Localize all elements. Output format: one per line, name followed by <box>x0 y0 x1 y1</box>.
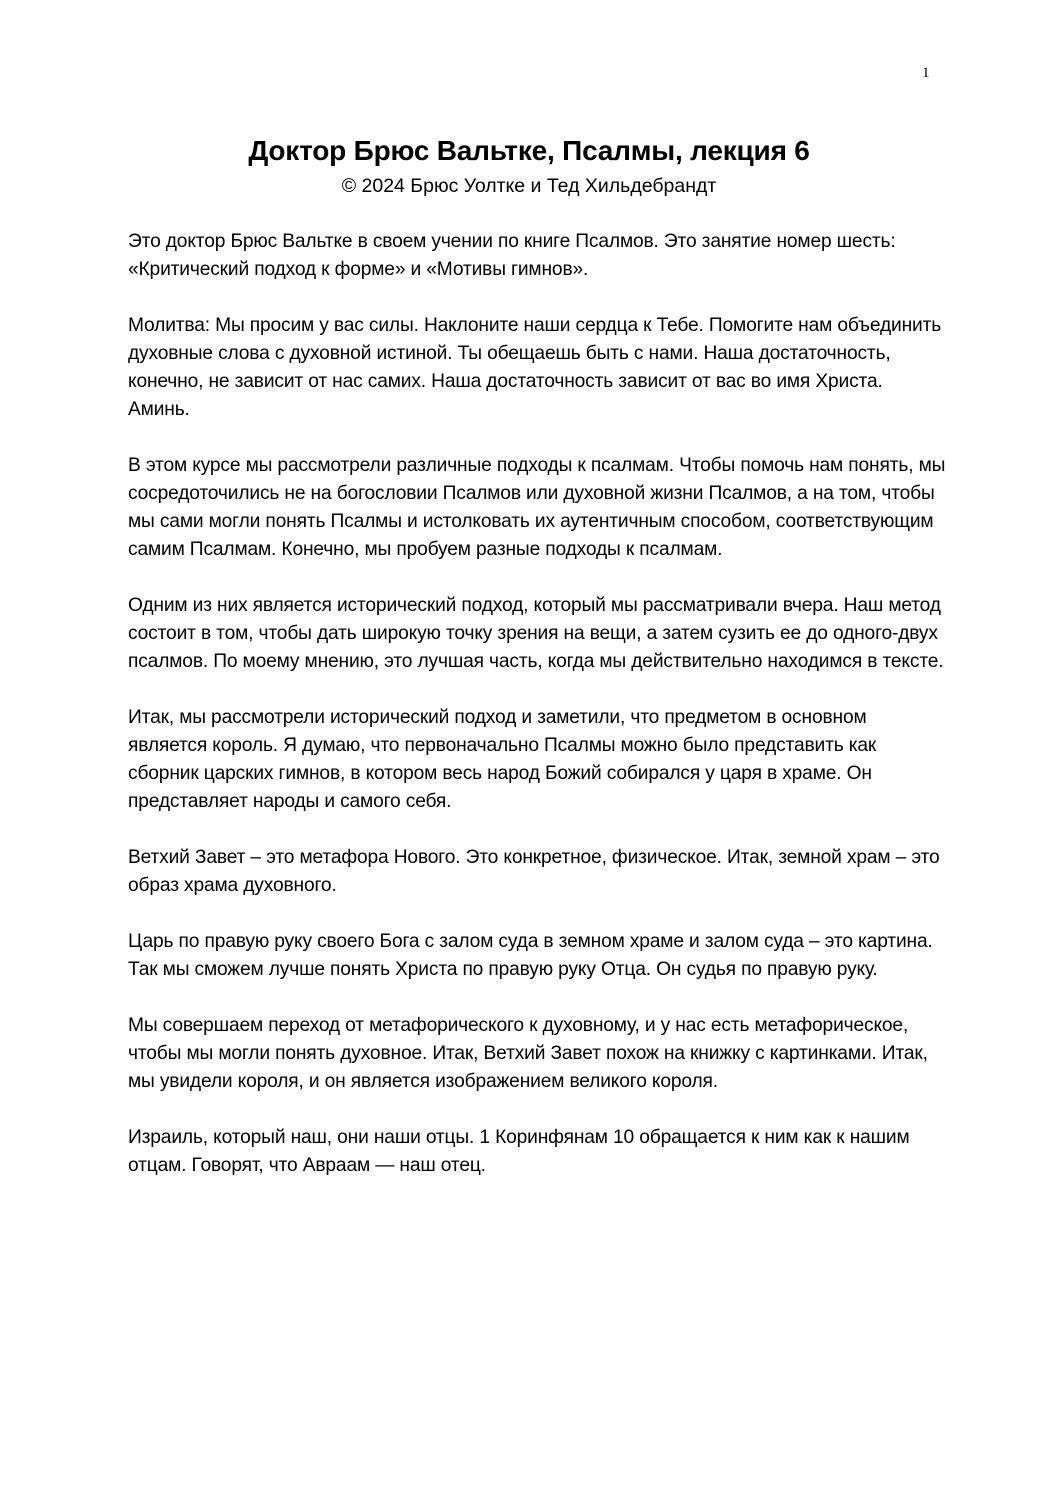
paragraph: Мы совершаем переход от метафорического к духовному, и у нас есть метафорическое, чтобы мы могли понять духовное. Итак, Ветхий Завет похож на книжку с картинками. Итак, мы увидели короля, и он является изображением великого короля. <box>128 1015 928 1092</box>
paragraph: Итак, мы рассмотрели исторический подход и заметили, что предметом в основном является король. Я думаю, что первоначально Псалмы можно было представить как сборник царских гимнов, в котором весь народ Божий собирался у царя в храме. Он представляет народы и самого себя. <box>128 707 877 812</box>
document-title: Доктор Брюс Вальтке, Псалмы, лекция 6 <box>248 135 810 166</box>
document-body <box>128 228 948 1208</box>
page-number: 1 <box>922 65 930 81</box>
paragraph: Это доктор Брюс Вальтке в своем учении по книге Псалмов. Это занятие номер шесть: «Критический подход к форме» и «Мотивы гимнов». <box>128 231 896 280</box>
paragraph: Царь по правую руку своего Бога с залом суда в земном храме и залом суда – это картина. Так мы сможем лучше понять Христа по правую руку Отца. Он судья по правую руку. <box>128 931 933 980</box>
paragraph: Израиль, который наш, они наши отцы. 1 Коринфянам 10 обращается к ним как к нашим отцам. Говорят, что Авраам — наш отец. <box>128 1127 910 1176</box>
paragraph: Ветхий Завет – это метафора Нового. Это конкретное, физическое. Итак, земной храм – это образ храма духовного. <box>128 847 940 896</box>
paragraph: Одним из них является исторический подход, который мы рассматривали вчера. Наш метод состоит в том, чтобы дать широкую точку зрения на вещи, а затем сузить ее до одного-двух псалмов. По моему мнению, это лучшая часть, когда мы действительно находимся в тексте. <box>128 595 944 672</box>
paragraph: В этом курсе мы рассмотрели различные подходы к псалмам. Чтобы помочь нам понять, мы сосредоточились не на богословии Псалмов или духовной жизни Псалмов, а на том, чтобы мы сами могли понять Псалмы и истолковать их аутентичным способом, соответствующим самим Псалмам. Конечно, мы пробуем разные подходы к псалмам. <box>128 455 946 560</box>
copyright-line: © 2024 Брюс Уолтке и Тед Хильдебрандт <box>341 175 717 197</box>
paragraph: Молитва: Мы просим у вас силы. Наклоните наши сердца к Тебе. Помогите нам объединить духовные слова с духовной истиной. Ты обещаешь быть с нами. Наша достаточность, конечно, не зависит от нас самих. Наша достаточность зависит от вас во имя Христа. Аминь. <box>128 315 942 420</box>
